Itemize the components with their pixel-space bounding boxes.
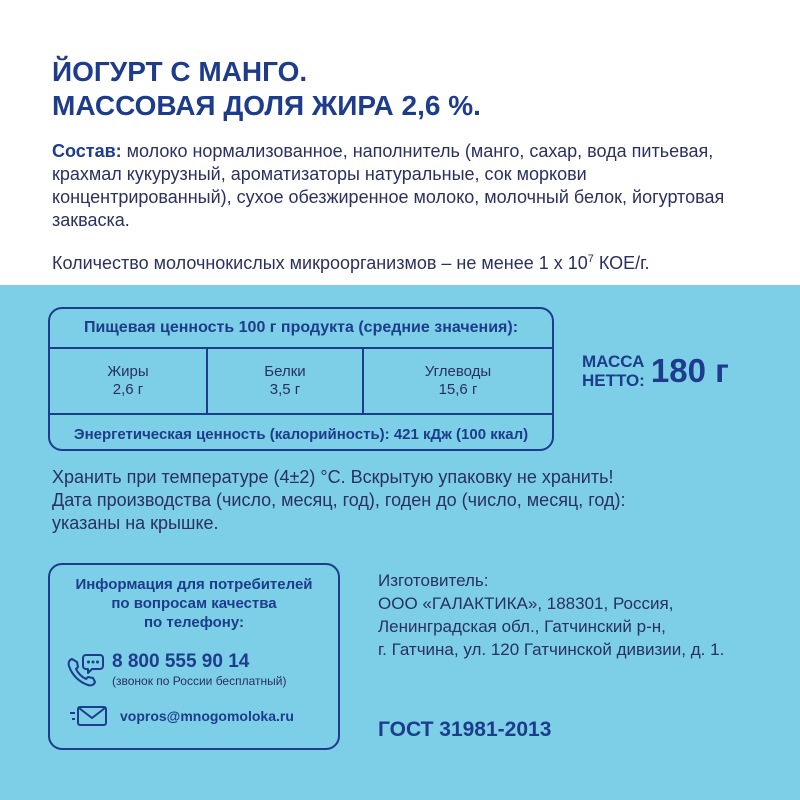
nutrition-values-row <box>50 349 552 415</box>
consumer-info-title-line-3: по телефону: <box>143 614 245 631</box>
nutrition-protein-name: Белки <box>264 363 306 380</box>
nutrition-cell-fat <box>50 349 208 413</box>
storage-text <box>52 466 752 535</box>
gost-standard: ГОСТ 31981-2013 <box>378 718 552 741</box>
phone-number[interactable]: 8 800 555 90 14 <box>112 651 250 672</box>
nutrition-carbs-value: 15,6 г <box>438 381 478 398</box>
nutrition-fat-name: Жиры <box>107 363 149 380</box>
nutrition-table <box>48 307 554 451</box>
phone-row <box>64 651 286 691</box>
nutrition-fat-value: 2,6 г <box>112 381 144 398</box>
storage-line-2: Дата производства (число, месяц, год), годен до (число, месяц, год): <box>52 490 626 510</box>
storage-line-3: указаны на крышке. <box>52 513 219 533</box>
microbes-text <box>52 248 650 275</box>
manufacturer-line-1: Изготовитель: <box>378 571 489 590</box>
composition-label: Состав: <box>52 141 122 161</box>
nutrition-header: Пищевая ценность 100 г продукта (средние значения): <box>50 309 552 349</box>
email-link[interactable]: vopros@mnogomoloka.ru <box>120 708 294 724</box>
microbes-body: Количество молочнокислых микроорганизмов – не менее 1 х 10 <box>52 253 588 273</box>
nutrition-protein-value: 3,5 г <box>269 381 301 398</box>
consumer-info-box <box>48 563 340 750</box>
manufacturer-line-3: Ленинградская обл., Гатчинский р-н, <box>378 617 666 636</box>
composition-text <box>52 140 752 232</box>
product-title <box>52 55 481 123</box>
manufacturer-line-2: ООО «ГАЛАКТИКА», 188301, Россия, <box>378 594 674 613</box>
nutrition-carbs-name: Углеводы <box>424 363 492 380</box>
email-row <box>70 705 294 727</box>
consumer-info-title-line-1: Информация для потребителей <box>75 576 313 593</box>
nutrition-energy: Энергетическая ценность (калорийность): 421 кДж (100 ккал) <box>73 425 529 443</box>
microbes-unit: КОЕ/г. <box>593 253 650 273</box>
net-mass-label-line-1: МАССА <box>582 352 645 371</box>
nutrition-cell-protein <box>208 349 364 413</box>
storage-line-1: Хранить при температуре (4±2) °С. Вскрытую упаковку не хранить! <box>52 467 614 487</box>
envelope-icon <box>70 705 108 727</box>
manufacturer-line-4: г. Гатчина, ул. 120 Гатчинской дивизии, д. 1. <box>378 640 725 659</box>
net-mass-label-line-2: НЕТТО: <box>582 371 645 390</box>
microbes-exponent: 7 <box>587 253 594 265</box>
phone-chat-icon <box>64 651 104 691</box>
composition-body: молоко нормализованное, наполнитель (манго, сахар, вода питьевая, крахмал кукурузный, ароматизаторы натуральные, сок моркови концентрированный), сухое обезжиренное молоко, молочный белок, йогуртовая закваска. <box>52 141 725 230</box>
phone-text <box>112 651 286 689</box>
phone-note: (звонок по России бесплатный) <box>112 674 287 688</box>
net-mass-value: 180 г <box>650 352 729 389</box>
manufacturer-text <box>378 569 724 661</box>
consumer-info-title-line-2: по вопросам качества <box>111 595 277 612</box>
product-title-line-1: ЙОГУРТ С МАНГО. <box>52 56 308 87</box>
nutrition-cell-carbs <box>364 349 552 413</box>
net-mass-label <box>582 352 645 390</box>
product-title-line-2: МАССОВАЯ ДОЛЯ ЖИРА 2,6 %. <box>52 90 481 121</box>
consumer-info-title <box>50 575 338 632</box>
net-mass <box>582 352 729 390</box>
